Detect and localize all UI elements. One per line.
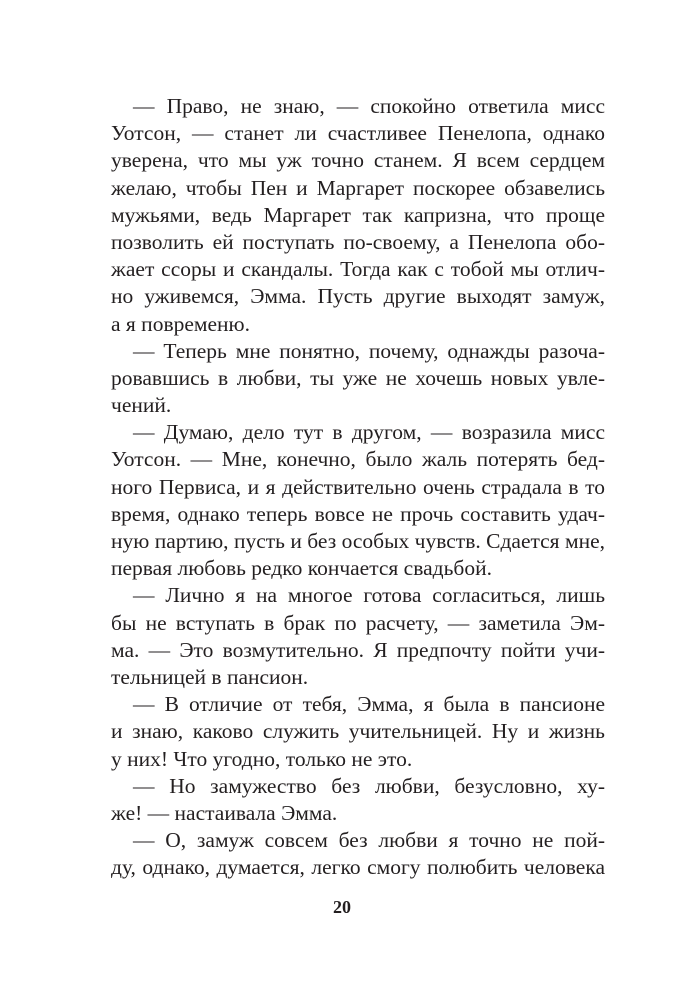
text-line: — Лично я на многое готова согласиться, лишь [133, 583, 605, 608]
text-line: но уживемся, Эмма. Пусть другие выходят замуж, [111, 284, 605, 309]
text-line: же! — настаивала Эмма. [111, 800, 338, 825]
paragraph [111, 582, 605, 691]
text-line: ного Первиса, и я действительно очень страдала в то [111, 474, 605, 499]
text-line: жает ссоры и скандалы. Тогда как с тобой мы отлич- [111, 257, 605, 282]
text-line: у них! Что угодно, только не это. [111, 746, 413, 771]
text-line: — Думаю, дело тут в другом, — возразила мисс [133, 420, 605, 445]
text-line: первая любовь редко кончается свадьбой. [111, 556, 492, 581]
page-number: 20 [333, 897, 351, 917]
text-line: — Право, не знаю, — спокойно ответила мисс [133, 94, 605, 118]
body-text [111, 93, 605, 881]
text-line: время, однако теперь вовсе не прочь составить удач- [111, 501, 605, 526]
text-line: а я повременю. [111, 311, 250, 336]
text-line: ма. — Это возмутительно. Я предпочту пойти учи- [111, 637, 605, 662]
text-line: — Но замужество без любви, безусловно, ху- [133, 773, 605, 798]
paragraph [111, 827, 605, 881]
text-line: ную партию, пусть и без особых чувств. Сдается мне, [111, 529, 605, 553]
text-line: ду, однако, думается, легко смогу полюбить человека [111, 855, 605, 880]
paragraph [111, 419, 605, 582]
paragraph [111, 691, 605, 773]
text-line: чений. [111, 393, 172, 418]
text-line: позволить ей поступать по-своему, а Пенелопа обо- [111, 229, 605, 254]
text-line: — Теперь мне понятно, почему, однажды разоча- [133, 338, 605, 363]
paragraph [111, 773, 605, 827]
text-line: желаю, чтобы Пен и Маргарет поскорее обзавелись [111, 175, 605, 200]
paragraph [111, 93, 605, 338]
text-line: уверена, что мы уж точно станем. Я всем сердцем [111, 148, 605, 173]
text-line: — О, замуж совсем без любви я точно не пой- [133, 828, 605, 853]
text-line: мужьями, ведь Маргарет так капризна, что проще [111, 202, 605, 227]
text-line: и знаю, каково служить учительницей. Ну и жизнь [111, 719, 605, 744]
text-line: Уотсон, — станет ли счастливее Пенелопа, однако [111, 121, 605, 146]
text-line: ровавшись в любви, ты уже не хочешь новых увле- [111, 365, 605, 390]
text-line: тельницей в пансион. [111, 664, 309, 689]
paragraph [111, 338, 605, 420]
text-line: Уотсон. — Мне, конечно, было жаль потерять бед- [111, 447, 605, 472]
text-line: бы не вступать в брак по расчету, — заметила Эм- [111, 610, 605, 635]
text-line: — В отличие от тебя, Эмма, я была в пансионе [133, 692, 605, 717]
